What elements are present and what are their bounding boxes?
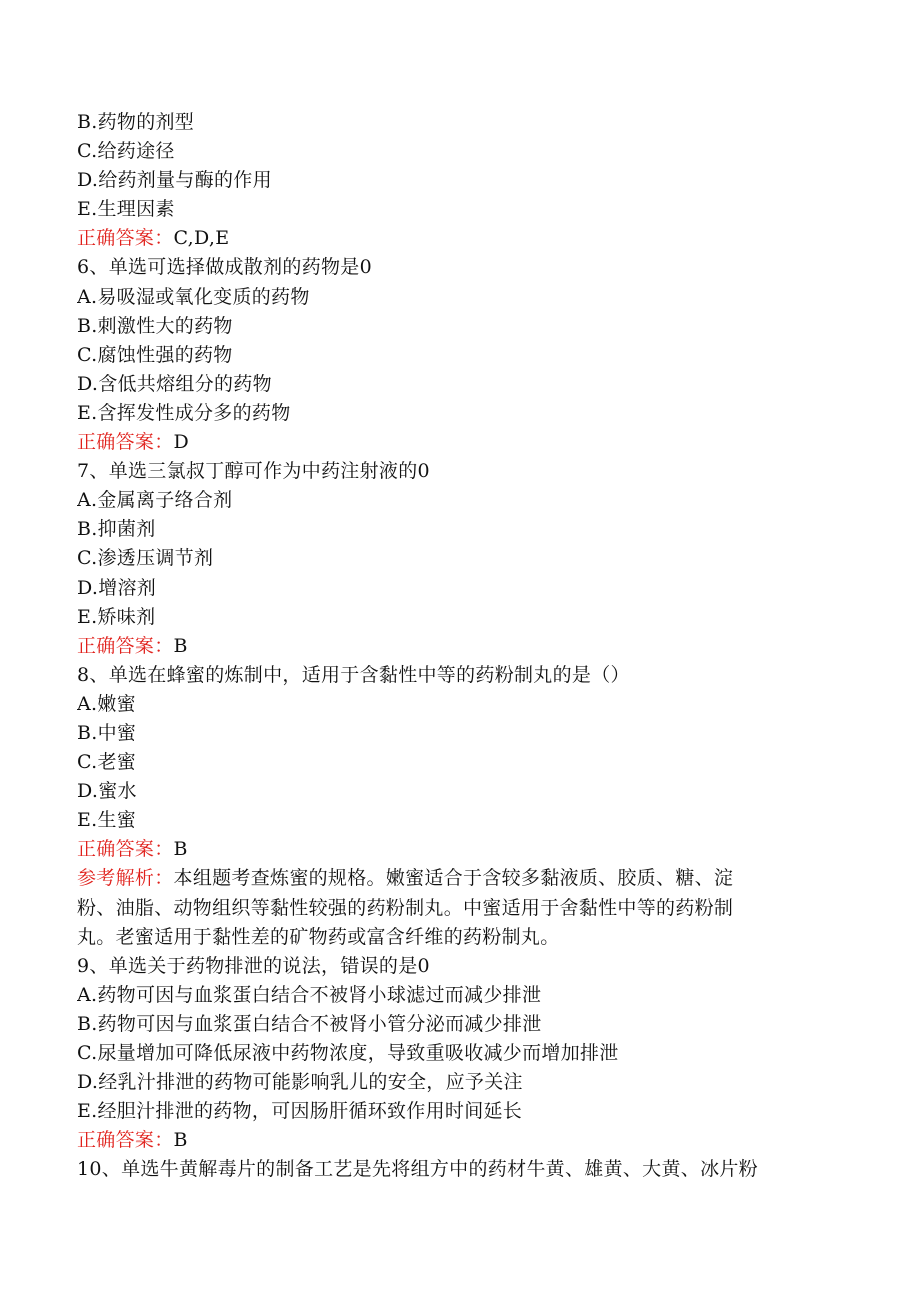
answer-option: E.含挥发性成分多的药物 <box>77 401 291 424</box>
answer-option: D.经乳汁排泄的药物可能影响乳儿的安全，应予关注 <box>77 1071 523 1094</box>
answer-option: B.中蜜 <box>77 721 137 744</box>
question-text: 8、单选在蜂蜜的炼制中，适用于含黏性中等的药粉制丸的是（） <box>77 663 630 686</box>
answer-option: A.易吸湿或氧化变质的药物 <box>77 285 310 308</box>
answer-option: E.生理因素 <box>77 198 175 221</box>
answer-option: D.给药剂量与酶的作用 <box>77 169 272 192</box>
answer-option: C.尿量增加可降低尿液中药物浓度，导致重吸收减少而增加排泄 <box>77 1042 619 1064</box>
correct-answer-value: B <box>173 1129 188 1152</box>
answer-option: B.药物的剂型 <box>77 111 195 133</box>
answer-option: B.药物可因与血浆蛋白结合不被肾小管分泌而减少排泄 <box>77 1012 542 1035</box>
correct-answer-value: C,D,E <box>173 227 230 250</box>
answer-option: C.老蜜 <box>77 751 137 774</box>
analysis-text: 本组题考查炼蜜的规格。嫩蜜适合于含较多黏液质、胶质、糖、淀 <box>173 867 734 890</box>
analysis-label: 参考解析： <box>77 867 174 890</box>
correct-answer-value: B <box>173 634 188 657</box>
document-body <box>77 108 857 1184</box>
answer-option: E.生蜜 <box>77 809 137 832</box>
answer-option: D.含低共熔组分的药物 <box>77 372 272 395</box>
question-text: 10、单选牛黄解毒片的制备工艺是先将组方中的药材牛黄、雄黄、大黄、冰片粉 <box>77 1158 758 1181</box>
correct-answer-label: 正确答案： <box>77 634 174 657</box>
correct-answer-value: B <box>173 838 188 861</box>
analysis-continuation: 粉、油脂、动物组织等黏性较强的药粉制丸。中蜜适用于舍黏性中等的药粉制 <box>77 896 734 919</box>
question-text: 9、单选关于药物排泄的说法，错误的是0 <box>77 954 430 977</box>
answer-option: C.渗透压调节剂 <box>77 547 214 570</box>
answer-option: A.金属离子络合剂 <box>77 489 233 512</box>
correct-answer-label: 正确答案： <box>77 227 174 250</box>
answer-option: B.刺激性大的药物 <box>77 314 233 337</box>
question-text: 6、单选可选择做成散剂的药物是0 <box>77 256 372 279</box>
answer-option: C.腐蚀性强的药物 <box>77 343 233 366</box>
correct-answer-line <box>77 835 857 864</box>
correct-answer-value: D <box>173 431 190 454</box>
answer-option: A.嫩蜜 <box>77 692 136 715</box>
answer-option: D.蜜水 <box>77 780 137 803</box>
correct-answer-label: 正确答案： <box>77 431 174 454</box>
answer-option: E.矫味剂 <box>77 605 156 628</box>
correct-answer-label: 正确答案： <box>77 838 174 861</box>
question-text: 7、单选三氯叔丁醇可作为中药注射液的0 <box>77 460 430 483</box>
analysis-continuation: 丸。老蜜适用于黏性差的矿物药或富含纤维的药粉制丸。 <box>77 925 560 948</box>
answer-option: C.给药途径 <box>77 140 175 163</box>
correct-answer-line <box>77 632 857 661</box>
correct-answer-label: 正确答案： <box>77 1129 174 1152</box>
correct-answer-line <box>77 428 857 457</box>
answer-option: E.经胆汁排泄的药物，可因肠肝循环致作用时间延长 <box>77 1100 523 1123</box>
answer-option: D.增溶剂 <box>77 576 157 599</box>
correct-answer-line <box>77 1126 857 1155</box>
answer-option: B.抑菌剂 <box>77 518 156 541</box>
answer-option: A.药物可因与血浆蛋白结合不被肾小球滤过而减少排泄 <box>77 983 542 1006</box>
analysis-line <box>77 864 857 893</box>
correct-answer-line <box>77 224 857 253</box>
